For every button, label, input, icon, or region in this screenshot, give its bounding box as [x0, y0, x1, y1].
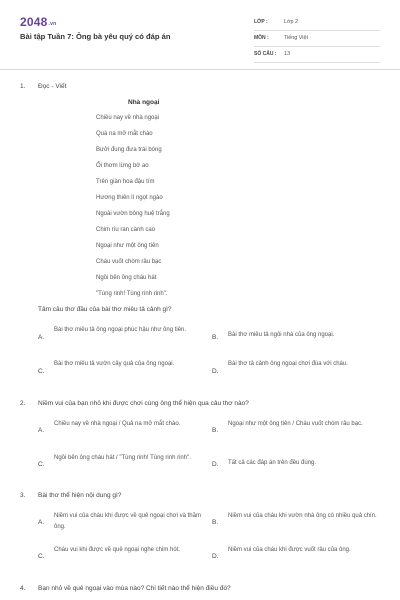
option-letter[interactable]: D. — [212, 368, 219, 375]
poem-line: Quá na mở mắt chào — [96, 131, 153, 137]
question-2 — [20, 400, 380, 412]
meta-key: MÔN : — [254, 35, 269, 41]
option-text[interactable]: Ngồi bên ông cháu hát / "Tùng rinh! Tùng rinh rinh". — [54, 455, 191, 461]
meta-value: Tiếng Việt — [284, 35, 308, 41]
sub-question — [20, 306, 380, 318]
poem-line: Bưởi đung đưa trái bóng — [96, 147, 162, 153]
page-header — [0, 0, 400, 70]
poem-line: Ngoài vườn bông huệ trắng — [96, 211, 170, 217]
option-letter[interactable]: D. — [212, 553, 219, 560]
logo-suffix: .vn — [48, 21, 57, 27]
option-letter[interactable]: C. — [38, 553, 45, 560]
option-letter[interactable]: C. — [38, 368, 45, 375]
document-title: Bài tập Tuần 7: Ông bà yêu quý có đáp án — [20, 32, 171, 41]
logo-text: 2048 — [20, 15, 48, 29]
option-text[interactable]: Chiều nay về nhà ngoại / Quả na mở mắt chào. — [54, 421, 181, 427]
option-letter[interactable]: B. — [212, 334, 219, 341]
poem-line: Chiều nay về nhà ngoại — [96, 115, 160, 121]
option-text[interactable]: Bài thơ miêu tả ngôi nhà của ông ngoại. — [228, 332, 335, 338]
question-text: Tâm câu thơ đầu của bài thơ miêu tả cảnh gì? — [38, 306, 172, 313]
option-text[interactable]: Bài thơ tả cảnh ông ngoại chơi đùa với cháu. — [228, 361, 348, 367]
question-3 — [20, 492, 380, 504]
poem-line: Ngoại như một ông tiên — [96, 243, 159, 249]
meta-key: SỐ CÂU : — [254, 51, 277, 57]
poem-line: Chim ríu ran cành cao — [96, 227, 156, 233]
meta-table — [254, 15, 380, 63]
question-number: 4. — [20, 585, 26, 592]
option-text[interactable]: Cháu vui khi được về quê ngoại nghe chim hót. — [54, 547, 181, 553]
option-letter[interactable]: B. — [212, 519, 219, 526]
option-text[interactable]: Ngoại như một ông tiên / Cháu vuốt chòm râu bạc. — [228, 421, 363, 427]
question-number: 1. — [20, 83, 26, 90]
option-text[interactable]: Bài thơ miêu tả ông ngoại phúc hậu như ông tiên. — [54, 327, 187, 333]
question-4 — [20, 585, 380, 597]
option-letter[interactable]: C. — [38, 461, 45, 468]
option-letter[interactable]: D. — [212, 461, 219, 468]
meta-row-subject — [254, 31, 380, 47]
poem-line: Ngồi bên ông cháu hát — [96, 275, 157, 281]
poem — [96, 99, 256, 304]
option-letter[interactable]: B. — [212, 427, 219, 434]
question-number: 3. — [20, 492, 26, 499]
meta-row-class — [254, 15, 380, 31]
question-text: Đọc - Viết — [38, 83, 67, 90]
question-text: Bài thơ thể hiện nội dung gì? — [38, 492, 122, 499]
option-text[interactable]: Bài thơ miêu tả vườn cây quả của ông ngoại. — [54, 361, 175, 367]
option-text[interactable]: Niềm vui của cháu khi được vuốt râu của ông. — [228, 547, 351, 553]
meta-value: Lớp 2 — [284, 19, 299, 25]
question-number: 2. — [20, 400, 26, 407]
poem-line: Cháu vuốt chòm râu bạc — [96, 259, 162, 265]
option-text[interactable]: Niềm vui của cháu khi được về quê ngoại chơi và thăm ông. — [54, 513, 201, 530]
site-logo[interactable] — [20, 15, 56, 29]
poem-title: Nhà ngoại — [128, 99, 160, 106]
meta-value: 13 — [284, 51, 290, 57]
option-letter[interactable]: A. — [38, 519, 45, 526]
question-text: Niềm vui của bạn nhỏ khi được chơi cùng ông thể hiện qua câu thơ nào? — [38, 400, 249, 407]
option-letter[interactable]: A. — [38, 427, 45, 434]
poem-line: "Tùng rinh! Tùng rinh rinh". — [96, 291, 168, 297]
poem-line: Trên giàn hoa đậu tím — [96, 179, 155, 185]
option-text[interactable]: Niềm vui của cháu khi vườn nhà ông có nhiều quả chín. — [228, 513, 377, 519]
option-letter[interactable]: A. — [38, 334, 45, 341]
meta-row-count — [254, 47, 380, 63]
meta-key: LỚP : — [254, 19, 268, 25]
question-text: Bạn nhỏ về quê ngoại vào mùa nào? Chi tiết nào thể hiện điều đó? — [38, 585, 231, 592]
poem-line: Hương thiên lí ngọt ngào — [96, 195, 163, 201]
poem-line: Ổi thơm lừng bờ ao — [96, 163, 149, 169]
header-divider — [0, 69, 400, 70]
option-text[interactable]: Tất cả các đáp án trên đều đúng. — [228, 460, 317, 466]
